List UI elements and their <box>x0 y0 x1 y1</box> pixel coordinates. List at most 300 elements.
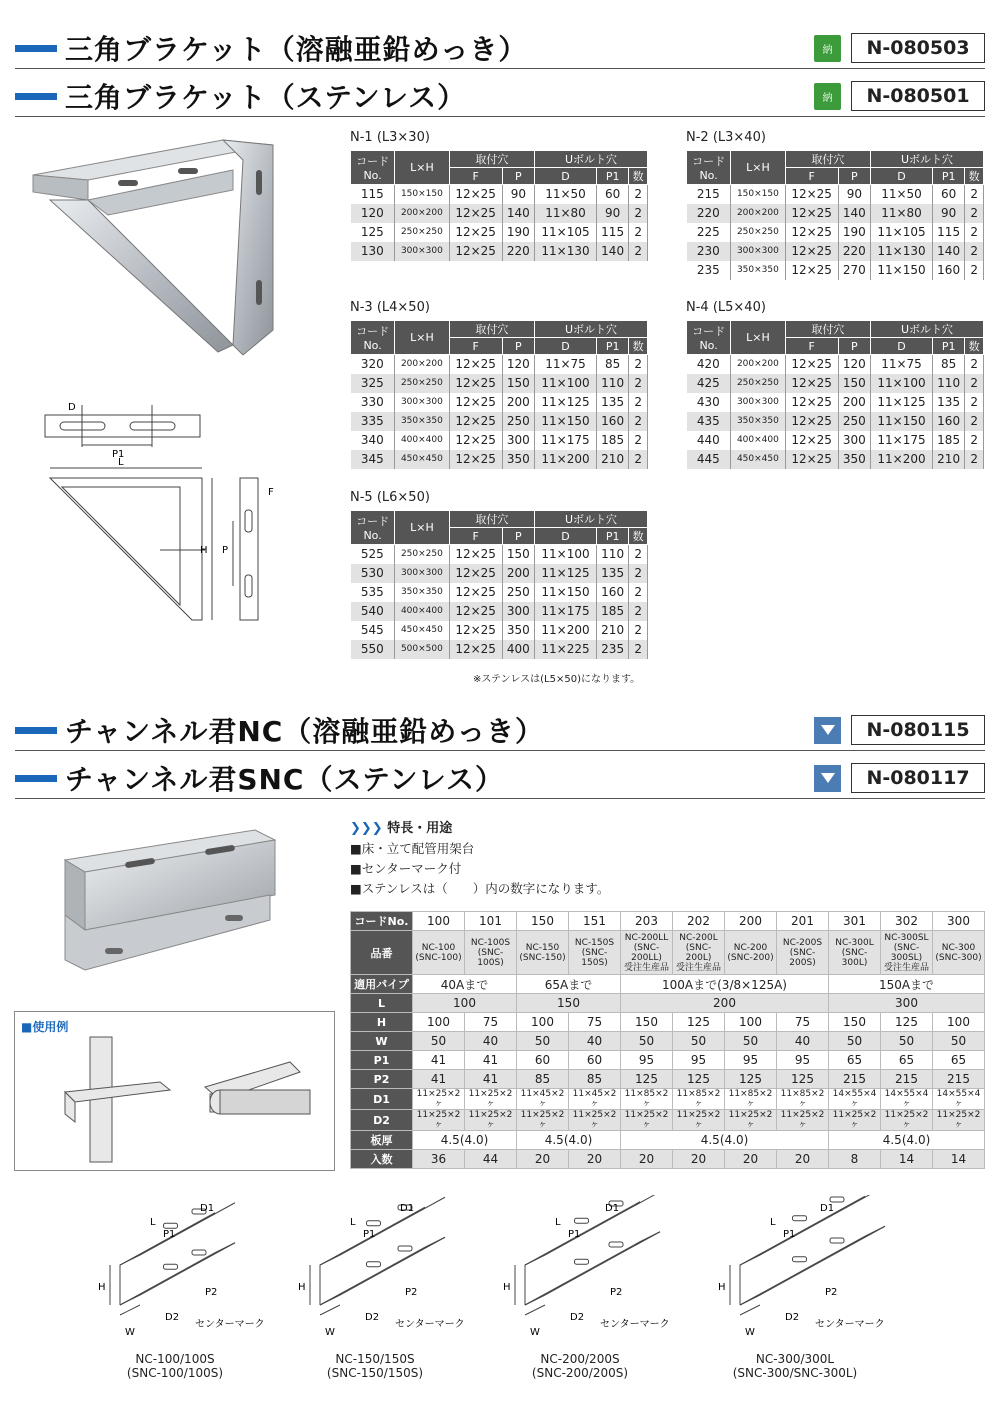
table-cell: 12×25 <box>785 412 838 431</box>
col-qty: 数 <box>965 338 984 355</box>
spec-l: 200 <box>621 994 829 1013</box>
channel-label-p2: P2 <box>405 1287 418 1298</box>
table-cell: 300×300 <box>395 393 450 412</box>
col-p: P <box>838 168 870 185</box>
spec-hinban: NC-200S (SNC-200S) <box>777 931 829 975</box>
spec-cell: 85 <box>569 1070 621 1089</box>
label-l: L <box>118 457 124 468</box>
spec-d1: 11×85×2ヶ <box>673 1089 725 1110</box>
channel-label-d2: D2 <box>365 1312 380 1323</box>
channel-label-p2: P2 <box>825 1287 838 1298</box>
table-caption: N-3 (L4×50) <box>350 300 430 315</box>
table-row <box>687 204 984 223</box>
table-cell: 400×400 <box>731 431 786 450</box>
section-title: チャンネル君SNC（ステンレス） <box>65 763 504 796</box>
spec-cell: 50 <box>829 1032 881 1051</box>
table-row <box>351 393 648 412</box>
table-cell: 2 <box>629 621 648 640</box>
table-cell: 300 <box>502 602 534 621</box>
table-row <box>351 450 648 469</box>
bracket-table <box>350 150 648 261</box>
table-cell: 2 <box>965 450 984 469</box>
table-cell: 12×25 <box>449 545 502 564</box>
spec-code: 201 <box>777 912 829 931</box>
spec-cell: 65 <box>829 1051 881 1070</box>
spec-d2: 11×25×2ヶ <box>465 1110 517 1131</box>
channel-label-l: L <box>150 1217 156 1228</box>
table-cell: 140 <box>838 204 870 223</box>
col-f: F <box>785 168 838 185</box>
channel-diagram-caption: NC-150/150S (SNC-150/150S) <box>326 1352 424 1380</box>
table-cell: 210 <box>596 450 628 469</box>
table-cell: 2 <box>965 261 984 280</box>
table-row <box>687 223 984 242</box>
table-cell: 11×130 <box>871 242 933 261</box>
bracket-table <box>686 320 984 469</box>
table-row <box>687 374 984 393</box>
table-row <box>351 412 648 431</box>
channel-label-l: L <box>555 1217 561 1228</box>
table-cell: 500×500 <box>395 640 450 659</box>
spec-d1: 14×55×4ヶ <box>933 1089 985 1110</box>
row-label-thick: 板厚 <box>351 1131 413 1150</box>
spec-hinban: NC-200LL (SNC-200LL) 受注生産品 <box>621 931 673 975</box>
table-row <box>351 374 648 393</box>
table-cell: 2 <box>629 393 648 412</box>
table-cell: 90 <box>838 185 870 204</box>
channel-spec-table <box>350 911 985 1169</box>
table-cell: 11×175 <box>535 431 597 450</box>
usage-illustration <box>45 1032 325 1167</box>
arrow-down-icon <box>814 765 841 792</box>
channel-label-h: H <box>503 1282 511 1293</box>
spec-l: 300 <box>829 994 985 1013</box>
spec-pipe: 150Aまで <box>829 975 985 994</box>
spec-code: 203 <box>621 912 673 931</box>
table-row <box>351 545 648 564</box>
table-cell: 12×25 <box>449 223 502 242</box>
table-cell: 2 <box>965 355 984 374</box>
table-cell: 85 <box>596 355 628 374</box>
table-cell: 200×200 <box>731 355 786 374</box>
table-cell: 2 <box>629 412 648 431</box>
spec-cell: 125 <box>725 1070 777 1089</box>
header-bracket-galvanized <box>15 27 985 69</box>
col-qty: 数 <box>629 338 648 355</box>
spec-thick: 4.5(4.0) <box>517 1131 621 1150</box>
table-cell: 11×225 <box>535 640 597 659</box>
table-cell: 250 <box>502 412 534 431</box>
table-cell: 11×150 <box>535 412 597 431</box>
spec-code: 200 <box>725 912 777 931</box>
col-mount: 取付穴 <box>449 321 534 338</box>
spec-cell: 125 <box>621 1070 673 1089</box>
col-d: D <box>535 168 597 185</box>
col-d: D <box>535 338 597 355</box>
col-f: F <box>449 528 502 545</box>
spec-hinban: NC-150 (SNC-150) <box>517 931 569 975</box>
col-lxh: L×H <box>395 321 450 355</box>
label-f: F <box>268 487 274 498</box>
col-p1: P1 <box>932 338 964 355</box>
table-cell: 150×150 <box>395 185 450 204</box>
spec-cell: 60 <box>517 1051 569 1070</box>
row-label-p2: P2 <box>351 1070 413 1089</box>
spec-hinban: NC-100 (SNC-100) <box>413 931 465 975</box>
spec-d1: 11×85×2ヶ <box>725 1089 777 1110</box>
col-d: D <box>871 168 933 185</box>
delivery-badge-icon: 納 <box>814 35 841 62</box>
spec-cell: 40 <box>569 1032 621 1051</box>
table-cell: 12×25 <box>785 223 838 242</box>
channel-label-h: H <box>98 1282 106 1293</box>
table-cell: 12×25 <box>449 564 502 583</box>
spec-cell: 150 <box>621 1013 673 1032</box>
spec-cell: 150 <box>829 1013 881 1032</box>
table-cell: 12×25 <box>449 185 502 204</box>
spec-d2: 11×25×2ヶ <box>673 1110 725 1131</box>
spec-cell: 125 <box>881 1013 933 1032</box>
spec-d2: 11×25×2ヶ <box>517 1110 569 1131</box>
table-cell: 185 <box>596 431 628 450</box>
table-cell: 250×250 <box>731 223 786 242</box>
delivery-badge-icon: 納 <box>814 83 841 110</box>
table-cell: 300 <box>502 431 534 450</box>
header-channel-galvanized <box>15 709 985 751</box>
table-cell: 12×25 <box>785 204 838 223</box>
table-cell: 12×25 <box>449 621 502 640</box>
spec-pipe: 100Aまで(3/8×125A) <box>621 975 829 994</box>
spec-cell: 75 <box>777 1013 829 1032</box>
spec-cell: 100 <box>413 1013 465 1032</box>
feature-item: ■床・立て配管用架台 <box>350 841 475 856</box>
channel-label-p2: P2 <box>610 1287 623 1298</box>
catalog-code: N-080115 <box>851 715 985 745</box>
channel-diagram <box>715 1195 905 1345</box>
table-cell: 250×250 <box>395 374 450 393</box>
col-code: コード No. <box>687 321 731 355</box>
table-cell: 540 <box>351 602 395 621</box>
table-cell: 200×200 <box>395 355 450 374</box>
table-cell: 12×25 <box>449 640 502 659</box>
table-cell: 11×125 <box>535 564 597 583</box>
spec-l: 150 <box>517 994 621 1013</box>
table-cell: 2 <box>965 223 984 242</box>
table-cell: 11×105 <box>871 223 933 242</box>
spec-d2: 11×25×2ヶ <box>413 1110 465 1131</box>
spec-hinban: NC-300 (SNC-300) <box>933 931 985 975</box>
table-cell: 11×200 <box>535 450 597 469</box>
table-cell: 350 <box>502 450 534 469</box>
spec-cell: 40 <box>465 1032 517 1051</box>
table-cell: 200 <box>502 393 534 412</box>
table-cell: 200×200 <box>731 204 786 223</box>
table-cell: 220 <box>687 204 731 223</box>
spec-cell: 20 <box>673 1150 725 1169</box>
table-row <box>351 242 648 261</box>
table-cell: 11×175 <box>871 431 933 450</box>
table-cell: 11×80 <box>535 204 597 223</box>
table-cell: 400×400 <box>395 431 450 450</box>
spec-d1: 14×55×4ヶ <box>829 1089 881 1110</box>
table-row <box>351 185 648 204</box>
table-cell: 430 <box>687 393 731 412</box>
table-cell: 130 <box>351 242 395 261</box>
spec-hinban: NC-300SL (SNC-300SL) 受注生産品 <box>881 931 933 975</box>
spec-cell: 215 <box>933 1070 985 1089</box>
table-cell: 11×130 <box>535 242 597 261</box>
table-cell: 150×150 <box>731 185 786 204</box>
spec-cell: 65 <box>881 1051 933 1070</box>
table-cell: 450×450 <box>395 621 450 640</box>
table-cell: 445 <box>687 450 731 469</box>
table-cell: 2 <box>629 374 648 393</box>
table-cell: 125 <box>351 223 395 242</box>
table-cell: 220 <box>502 242 534 261</box>
table-cell: 12×25 <box>785 374 838 393</box>
table-cell: 190 <box>838 223 870 242</box>
spec-cell: 50 <box>881 1032 933 1051</box>
table-cell: 300×300 <box>731 242 786 261</box>
table-cell: 12×25 <box>449 355 502 374</box>
table-cell: 120 <box>502 355 534 374</box>
table-cell: 11×75 <box>871 355 933 374</box>
channel-diagram <box>95 1195 285 1345</box>
table-cell: 300×300 <box>395 564 450 583</box>
channel-label-l: L <box>350 1217 356 1228</box>
table-cell: 340 <box>351 431 395 450</box>
col-p1: P1 <box>596 338 628 355</box>
col-mount: 取付穴 <box>785 151 870 168</box>
spec-d2: 11×25×2ヶ <box>777 1110 829 1131</box>
spec-hinban: NC-200L (SNC-200L) 受注生産品 <box>673 931 725 975</box>
spec-cell: 41 <box>413 1051 465 1070</box>
spec-code: 300 <box>933 912 985 931</box>
spec-cell: 85 <box>517 1070 569 1089</box>
spec-code: 151 <box>569 912 621 931</box>
table-cell: 135 <box>596 393 628 412</box>
table-row <box>687 450 984 469</box>
table-cell: 90 <box>502 185 534 204</box>
col-f: F <box>785 338 838 355</box>
table-cell: 2 <box>965 431 984 450</box>
table-cell: 12×25 <box>785 431 838 450</box>
channel-label-w: W <box>325 1327 335 1338</box>
header-channel-stainless <box>15 757 985 799</box>
table-cell: 90 <box>932 204 964 223</box>
col-mount: 取付穴 <box>449 151 534 168</box>
spec-cell: 125 <box>673 1070 725 1089</box>
table-cell: 12×25 <box>449 602 502 621</box>
table-cell: 350×350 <box>731 261 786 280</box>
table-cell: 11×80 <box>871 204 933 223</box>
row-label-l: L <box>351 994 413 1013</box>
table-cell: 2 <box>629 564 648 583</box>
spec-d1: 11×25×2ヶ <box>465 1089 517 1110</box>
header-bar-icon <box>15 93 57 100</box>
table-cell: 2 <box>629 223 648 242</box>
spec-cell: 65 <box>933 1051 985 1070</box>
table-cell: 550 <box>351 640 395 659</box>
table-cell: 2 <box>629 204 648 223</box>
table-cell: 11×125 <box>871 393 933 412</box>
table-cell: 140 <box>502 204 534 223</box>
col-code: コード No. <box>351 151 395 185</box>
table-cell: 2 <box>629 450 648 469</box>
table-cell: 2 <box>629 545 648 564</box>
table-cell: 12×25 <box>785 185 838 204</box>
table-cell: 185 <box>932 431 964 450</box>
catalog-code: N-080501 <box>851 81 985 111</box>
spec-cell: 41 <box>465 1051 517 1070</box>
row-label-code: コードNo. <box>351 912 413 931</box>
table-row <box>351 583 648 602</box>
header-bar-icon <box>15 727 57 734</box>
table-cell: 320 <box>351 355 395 374</box>
label-p: P <box>222 545 229 556</box>
usage-label: ■使用例 <box>21 1020 69 1034</box>
spec-d1: 11×85×2ヶ <box>621 1089 673 1110</box>
feature-item: ■センターマーク付 <box>350 861 462 876</box>
channel-label-h: H <box>298 1282 306 1293</box>
channel-label-d1: D1 <box>820 1203 835 1214</box>
table-cell: 440 <box>687 431 731 450</box>
table-cell: 120 <box>838 355 870 374</box>
table-cell: 115 <box>596 223 628 242</box>
table-cell: 425 <box>687 374 731 393</box>
table-cell: 12×25 <box>785 242 838 261</box>
table-row <box>351 431 648 450</box>
spec-cell: 20 <box>569 1150 621 1169</box>
channel-diagram <box>295 1195 485 1345</box>
table-cell: 2 <box>965 393 984 412</box>
spec-hinban: NC-300L (SNC-300L) <box>829 931 881 975</box>
table-cell: 160 <box>932 412 964 431</box>
spec-thick: 4.5(4.0) <box>413 1131 517 1150</box>
col-p1: P1 <box>932 168 964 185</box>
spec-thick: 4.5(4.0) <box>829 1131 985 1150</box>
channel-label-d2: D2 <box>785 1312 800 1323</box>
table-cell: 12×25 <box>785 261 838 280</box>
table-cell: 2 <box>629 431 648 450</box>
col-lxh: L×H <box>395 511 450 545</box>
table-cell: 250×250 <box>395 545 450 564</box>
channel-label-center: センターマーク <box>195 1319 265 1330</box>
table-cell: 12×25 <box>449 450 502 469</box>
table-cell: 12×25 <box>785 355 838 374</box>
catalog-code: N-080503 <box>851 33 985 63</box>
table-cell: 2 <box>629 602 648 621</box>
col-p: P <box>502 338 534 355</box>
col-code: コード No. <box>351 511 395 545</box>
table-cell: 225 <box>687 223 731 242</box>
spec-d2: 11×25×2ヶ <box>829 1110 881 1131</box>
channel-label-p1: P1 <box>783 1229 796 1240</box>
col-ubolt: Uボルト穴 <box>535 321 648 338</box>
spec-cell: 50 <box>673 1032 725 1051</box>
col-p: P <box>502 168 534 185</box>
col-lxh: L×H <box>731 151 786 185</box>
channel-label-d1: D1 <box>400 1203 415 1214</box>
table-cell: 110 <box>596 545 628 564</box>
col-ubolt: Uボルト穴 <box>535 151 648 168</box>
channel-label-p2: P2 <box>205 1287 218 1298</box>
col-d: D <box>535 528 597 545</box>
header-bar-icon <box>15 775 57 782</box>
spec-hinban: NC-150S (SNC-150S) <box>569 931 621 975</box>
table-cell: 11×50 <box>535 185 597 204</box>
table-cell: 350 <box>838 450 870 469</box>
spec-cell: 50 <box>517 1032 569 1051</box>
table-row <box>687 393 984 412</box>
table-cell: 12×25 <box>449 204 502 223</box>
spec-cell: 41 <box>465 1070 517 1089</box>
table-cell: 110 <box>596 374 628 393</box>
features-title: ❯❯❯ 特長・用途 <box>350 821 453 836</box>
table-cell: 12×25 <box>449 242 502 261</box>
table-cell: 325 <box>351 374 395 393</box>
channel-diagram <box>500 1195 690 1345</box>
table-caption: N-2 (L3×40) <box>686 130 766 145</box>
table-cell: 450×450 <box>395 450 450 469</box>
table-row <box>351 602 648 621</box>
table-cell: 11×100 <box>535 545 597 564</box>
spec-d2: 11×25×2ヶ <box>933 1110 985 1131</box>
table-cell: 545 <box>351 621 395 640</box>
spec-cell: 60 <box>569 1051 621 1070</box>
spec-code: 101 <box>465 912 517 931</box>
table-cell: 160 <box>596 583 628 602</box>
catalog-code: N-080117 <box>851 763 985 793</box>
table-cell: 12×25 <box>449 374 502 393</box>
channel-label-center: センターマーク <box>815 1319 885 1330</box>
channel-label-w: W <box>125 1327 135 1338</box>
spec-cell: 44 <box>465 1150 517 1169</box>
col-code: コード No. <box>687 151 731 185</box>
spec-l: 100 <box>413 994 517 1013</box>
table-cell: 11×175 <box>535 602 597 621</box>
spec-cell: 100 <box>725 1013 777 1032</box>
spec-cell: 75 <box>465 1013 517 1032</box>
table-caption: N-1 (L3×30) <box>350 130 430 145</box>
spec-cell: 20 <box>517 1150 569 1169</box>
spec-code: 302 <box>881 912 933 931</box>
channel-label-w: W <box>745 1327 755 1338</box>
col-p: P <box>838 338 870 355</box>
channel-label-d2: D2 <box>570 1312 585 1323</box>
row-label-w: W <box>351 1032 413 1051</box>
spec-cell: 50 <box>621 1032 673 1051</box>
col-d: D <box>871 338 933 355</box>
table-row <box>351 355 648 374</box>
table-cell: 110 <box>932 374 964 393</box>
table-cell: 11×150 <box>871 412 933 431</box>
table-row <box>351 564 648 583</box>
table-cell: 140 <box>932 242 964 261</box>
channel-diagram-caption: NC-200/200S (SNC-200/200S) <box>531 1352 629 1380</box>
table-cell: 530 <box>351 564 395 583</box>
spec-d1: 11×45×2ヶ <box>517 1089 569 1110</box>
table-cell: 90 <box>596 204 628 223</box>
spec-thick: 4.5(4.0) <box>621 1131 829 1150</box>
table-row <box>351 223 648 242</box>
table-cell: 345 <box>351 450 395 469</box>
table-cell: 300×300 <box>731 393 786 412</box>
channel-label-p1: P1 <box>568 1229 581 1240</box>
table-cell: 150 <box>502 545 534 564</box>
table-cell: 11×125 <box>535 393 597 412</box>
spec-cell: 36 <box>413 1150 465 1169</box>
